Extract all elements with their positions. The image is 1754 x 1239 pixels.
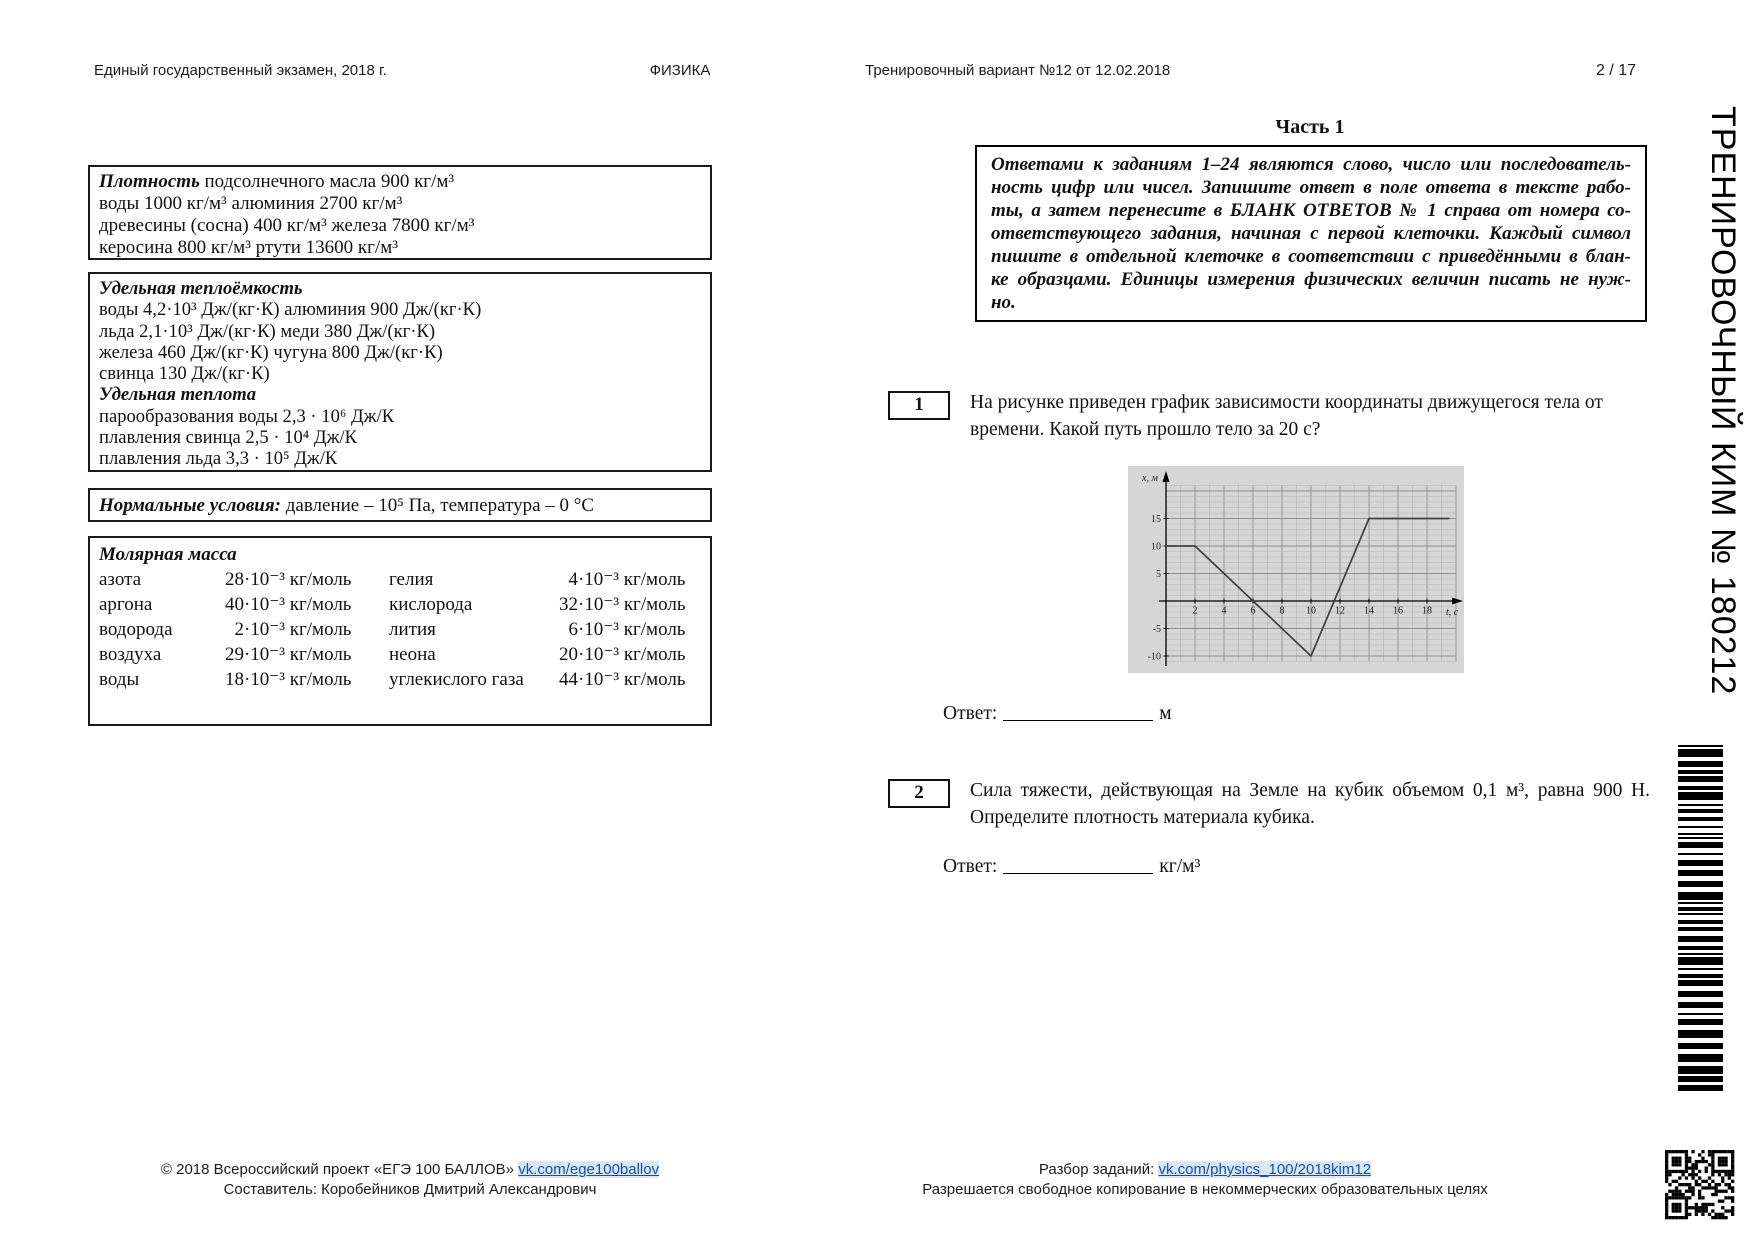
question-1-answer-row bbox=[943, 703, 1172, 725]
header-subject: ФИЗИКА bbox=[649, 62, 711, 79]
svg-text:t, с: t, с bbox=[1446, 607, 1459, 618]
density-line: древесины (сосна) 400 кг/м³ железа 7800 кг/м³ bbox=[99, 215, 475, 236]
svg-text:10: 10 bbox=[1151, 541, 1161, 553]
svg-text:14: 14 bbox=[1364, 605, 1374, 617]
answer-unit: м bbox=[1159, 703, 1172, 724]
svg-text:18: 18 bbox=[1422, 605, 1432, 617]
molar-row: воды 18·10⁻³ кг/моль углекислого газа 44·10⁻³ кг/моль bbox=[99, 669, 686, 690]
qr-code bbox=[1665, 1150, 1735, 1220]
answer-blank bbox=[1003, 858, 1153, 874]
molar-title: Молярная масса bbox=[99, 544, 237, 565]
svg-text:4: 4 bbox=[1221, 605, 1227, 617]
heat-line: свинца 130 Дж/(кг·К) bbox=[99, 363, 270, 385]
molar-mass-box bbox=[88, 536, 712, 726]
svg-text:15: 15 bbox=[1151, 514, 1161, 525]
heat-line: воды 4,2·10³ Дж/(кг·К) алюминия 900 Дж/(кг·К) bbox=[99, 299, 482, 321]
molar-row: водорода 2·10⁻³ кг/моль лития 6·10⁻³ кг/моль bbox=[99, 619, 686, 640]
svg-text:12: 12 bbox=[1335, 605, 1345, 617]
density-line: воды 1000 кг/м³ алюминия 2700 кг/м³ bbox=[99, 193, 403, 214]
footer-solutions-line: Разбор заданий: vk.com/physics_100/2018kim12 bbox=[1038, 1161, 1372, 1178]
kim-vertical-label: ТРЕНИРОВОЧНЫЙ КИМ № 180212 bbox=[1704, 106, 1742, 696]
footer-author-line: Составитель: Коробейников Дмитрий Александрович bbox=[223, 1181, 597, 1198]
answer-blank bbox=[1003, 705, 1153, 721]
molar-row: азота 28·10⁻³ кг/моль гелия 4·10⁻³ кг/моль bbox=[99, 569, 686, 590]
part1-heading: Часть 1 bbox=[1275, 116, 1345, 138]
instructions-box bbox=[975, 145, 1647, 322]
heat-line: плавления льда 3,3 · 10⁵ Дж/К bbox=[99, 448, 338, 470]
density-title: Плотность bbox=[99, 171, 200, 192]
density-line: Плотность подсолнечного масла 900 кг/м³ bbox=[99, 171, 455, 192]
question-2-number: 2 bbox=[888, 779, 950, 808]
svg-text:5: 5 bbox=[1156, 569, 1161, 580]
heat-line: льда 2,1·10³ Дж/(кг·К) меди 380 Дж/(кг·К) bbox=[99, 320, 436, 342]
footer-solutions-link[interactable]: vk.com/physics_100/2018kim12 bbox=[1158, 1161, 1372, 1178]
svg-text:16: 16 bbox=[1393, 605, 1403, 617]
svg-text:10: 10 bbox=[1306, 605, 1316, 617]
question-1-number: 1 bbox=[888, 391, 950, 420]
footer-copyright-line: © 2018 Всероссийский проект «ЕГЭ 100 БАЛЛОВ» vk.com/ege100ballov bbox=[160, 1161, 660, 1178]
question-2-answer-row bbox=[943, 856, 1200, 878]
instruction-line: ность цифр или чисел. Запишите ответ в поле ответа в тексте рабо- bbox=[991, 177, 1631, 198]
molar-row: воздуха 29·10⁻³ кг/моль неона 20·10⁻³ кг/моль bbox=[99, 644, 686, 665]
header-variant: Тренировочный вариант №12 от 12.02.2018 bbox=[865, 62, 1171, 79]
heat-line: плавления свинца 2,5 · 10⁴ Дж/К bbox=[99, 427, 357, 449]
question-1-text: На рисунке приведен график зависимости координаты движущегося тела от времени. Какой путь прошло тело за 20 с? bbox=[970, 392, 1603, 440]
molar-row: аргона 40·10⁻³ кг/моль кислорода 32·10⁻³ кг/моль bbox=[99, 594, 686, 615]
answer-unit: кг/м³ bbox=[1159, 856, 1201, 877]
heat-title: Удельная теплоёмкость bbox=[99, 278, 303, 299]
normal-title: Нормальные условия: bbox=[99, 495, 281, 516]
instruction-line: но. bbox=[991, 292, 1016, 313]
svg-text:x, м: x, м bbox=[1142, 473, 1158, 484]
heat-line: парообразования воды 2,3 · 10⁶ Дж/К bbox=[99, 405, 395, 427]
heat-reference-box bbox=[88, 272, 712, 472]
instruction-line: Ответами к заданиям 1–24 являются слово, число или последователь- bbox=[991, 154, 1631, 175]
svg-text:-5: -5 bbox=[1152, 624, 1161, 635]
instruction-line: ке образцами. Единицы измерения физических величин писать не нуж- bbox=[991, 269, 1631, 290]
heat-subtitle: Удельная теплота bbox=[99, 384, 257, 406]
density-reference-box bbox=[88, 165, 712, 260]
instruction-line: ответствующего задания, начиная с первой клеточки. Каждый символ bbox=[991, 223, 1631, 244]
svg-text:2: 2 bbox=[1192, 605, 1198, 617]
footer-vk-link[interactable]: vk.com/ege100ballov bbox=[518, 1161, 660, 1178]
barcode bbox=[1678, 745, 1723, 1097]
footer-left bbox=[150, 1160, 670, 1200]
svg-text:6: 6 bbox=[1250, 605, 1256, 617]
instruction-line: ты, а затем перенесите в БЛАНК ОТВЕТОВ № 1 справа от номера со- bbox=[991, 200, 1631, 221]
instruction-line: пишите в отдельной клеточке в соответствии с приведёнными в блан- bbox=[991, 246, 1631, 267]
answer-label: Ответ: bbox=[943, 856, 998, 877]
footer-license-line: Разрешается свободное копирование в некоммерческих образовательных целях bbox=[922, 1181, 1488, 1198]
question-1-graph bbox=[1128, 466, 1464, 673]
page-number: 2 / 17 bbox=[1596, 62, 1637, 79]
svg-text:-10: -10 bbox=[1147, 651, 1161, 663]
header-exam-title: Единый государственный экзамен, 2018 г. bbox=[94, 62, 387, 79]
footer-right bbox=[900, 1160, 1510, 1200]
heat-line: железа 460 Дж/(кг·К) чугуна 800 Дж/(кг·К) bbox=[99, 341, 443, 363]
answer-label: Ответ: bbox=[943, 703, 998, 724]
svg-text:8: 8 bbox=[1279, 605, 1285, 617]
question-2-text: Сила тяжести, действующая на Земле на кубик объемом 0,1 м³, равна 900 Н. Определите плотность материала кубика. bbox=[970, 780, 1650, 828]
density-line: керосина 800 кг/м³ ртути 13600 кг/м³ bbox=[99, 237, 398, 258]
normal-conditions-box: Нормальные условия: давление – 10⁵ Па, температура – 0 °С bbox=[88, 488, 712, 522]
